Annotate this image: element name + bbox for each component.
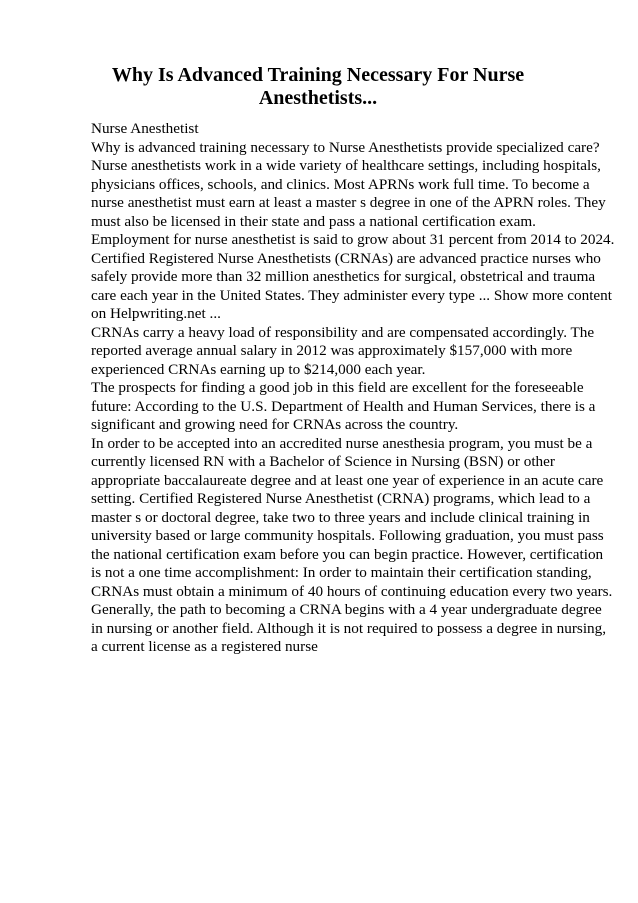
- body-line: Certified Registered Nurse Anesthetists (CRNAs) are advanced practice nurses who: [91, 249, 601, 267]
- body-line: future: According to the U.S. Department of Health and Human Services, there is a: [91, 397, 596, 415]
- body-line: safely provide more than 32 million anesthetics for surgical, obstetrical and trauma: [91, 268, 596, 285]
- body-line: a current license as a registered nurse: [91, 638, 318, 655]
- document-title: [92, 64, 544, 110]
- body-line: setting. Certified Registered Nurse Anesthetist (CRNA) programs, which lead to a: [91, 490, 591, 507]
- body-line: CRNAs must obtain a minimum of 40 hours of continuing education every two years.: [91, 582, 613, 600]
- body-line: the national certification exam before you can begin practice. However, certification: [91, 545, 604, 563]
- body-line: appropriate baccalaureate degree and at least one year of experience in an acute care: [91, 471, 604, 489]
- body-line: In order to be accepted into an accredited nurse anesthesia program, you must be a: [91, 434, 593, 452]
- body-line: Why is advanced training necessary to Nurse Anesthetists provide specialized care?: [91, 138, 600, 156]
- body-line: university based or large community hospitals. Following graduation, you must pass: [91, 527, 604, 544]
- body-line: on Helpwriting.net ...: [91, 305, 221, 322]
- body-line: nurse anesthetist must earn at least a master s degree in one of the APRN roles. They: [91, 194, 606, 211]
- body-line: is not a one time accomplishment: In order to maintain their certification standing,: [91, 564, 592, 581]
- document-body: [91, 120, 615, 657]
- body-line: physicians offices, schools, and clinics. Most APRNs work full time. To become a: [91, 175, 590, 193]
- body-line: must also be licensed in their state and pass a national certification exam.: [91, 212, 536, 230]
- body-line: Employment for nurse anesthetist is said to grow about 31 percent from 2014 to 2024.: [91, 231, 615, 248]
- body-line: significant and growing need for CRNAs across the country.: [91, 416, 459, 433]
- body-line: Nurse anesthetists work in a wide variety of healthcare settings, including hospitals,: [91, 157, 601, 174]
- body-line: master s or doctoral degree, take two to three years and include clinical training in: [91, 508, 590, 526]
- body-line: reported average annual salary in 2012 was approximately $157,000 with more: [91, 342, 573, 359]
- body-line: Nurse Anesthetist: [91, 120, 199, 137]
- body-line: care each year in the United States. They administer every type ... Show more content: [91, 286, 612, 304]
- body-line: Generally, the path to becoming a CRNA begins with a 4 year undergraduate degree: [91, 601, 602, 618]
- body-line: currently licensed RN with a Bachelor of Science in Nursing (BSN) or other: [91, 453, 555, 470]
- body-line: in nursing or another field. Although it is not required to possess a degree in nursing,: [91, 619, 607, 637]
- body-line: The prospects for finding a good job in this field are excellent for the foreseeable: [91, 379, 584, 396]
- body-line: experienced CRNAs earning up to $214,000 each year.: [91, 360, 426, 378]
- title-line: Why Is Advanced Training Necessary For Nurse: [111, 64, 525, 86]
- title-line: Anesthetists...: [258, 87, 378, 109]
- body-line: CRNAs carry a heavy load of responsibility and are compensated accordingly. The: [91, 323, 595, 341]
